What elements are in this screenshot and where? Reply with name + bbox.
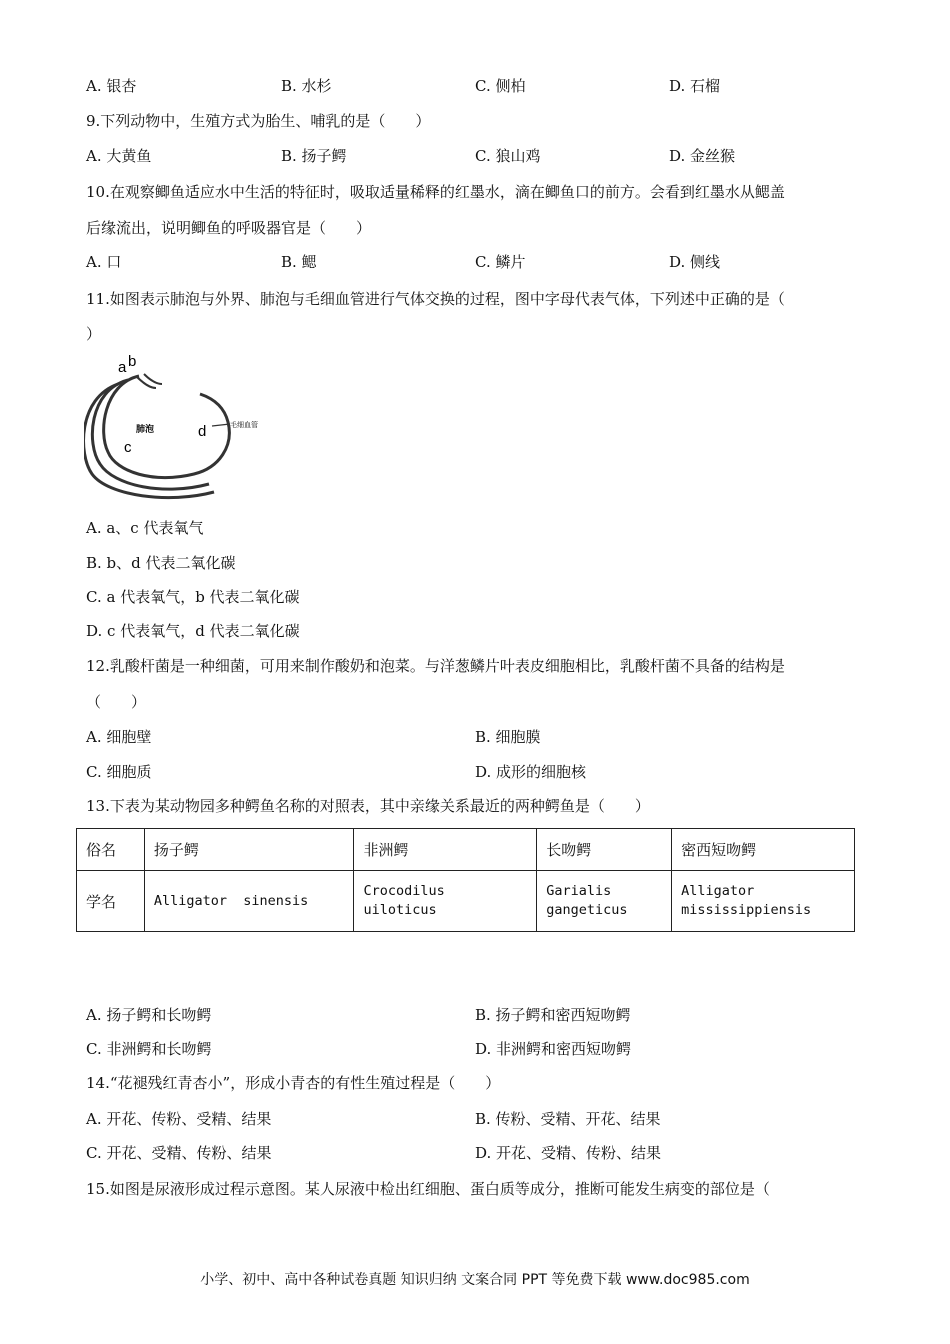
q13-option-c: C. 非洲鳄和长吻鳄 xyxy=(86,1040,212,1058)
q11-option-d: D. c 代表氧气，d 代表二氧化碳 xyxy=(86,622,300,640)
table-cell: Crocodilus uiloticus xyxy=(354,871,537,932)
label-capillary: 毛细血管 xyxy=(230,421,258,429)
q11-option-c: C. a 代表氧气，b 代表二氧化碳 xyxy=(86,588,300,606)
q10-option-b: B. 鳃 xyxy=(281,253,317,271)
q14-option-c: C. 开花、受精、传粉、结果 xyxy=(86,1144,272,1162)
q12-option-b: B. 细胞膜 xyxy=(475,728,541,746)
page-footer: 小学、初中、高中各种试卷真题 知识归纳 文案合同 PPT 等免费下载 www.doc985.com xyxy=(200,1272,750,1288)
table-cell: 非洲鳄 xyxy=(354,829,537,871)
label-b: b xyxy=(128,354,137,370)
q14-option-a: A. 开花、传粉、受精、结果 xyxy=(86,1110,272,1128)
table-row xyxy=(77,871,855,932)
q14-option-d: D. 开花、受精、传粉、结果 xyxy=(475,1144,662,1162)
q9-option-c: C. 狼山鸡 xyxy=(475,147,541,165)
q12-option-d: D. 成形的细胞核 xyxy=(475,763,587,781)
q9-option-b: B. 扬子鳄 xyxy=(281,147,347,165)
q10-option-d: D. 侧线 xyxy=(669,253,721,271)
q9-option-a: A. 大黄鱼 xyxy=(86,147,152,165)
q8-option-b: B. 水杉 xyxy=(281,77,332,95)
table-cell: Alligator mississippiensis xyxy=(672,871,855,932)
table-cell: 扬子鳄 xyxy=(144,829,354,871)
q9-stem: 9.下列动物中，生殖方式为胎生、哺乳的是（ ） xyxy=(86,112,431,130)
q12-stem-line2: （ ） xyxy=(86,693,147,711)
table-cell: 密西短吻鳄 xyxy=(672,829,855,871)
table-cell: Garialis gangeticus xyxy=(537,871,672,932)
crocodile-name-table xyxy=(76,828,855,932)
q8-option-c: C. 侧柏 xyxy=(475,77,526,95)
q13-option-a: A. 扬子鳄和长吻鳄 xyxy=(86,1006,212,1024)
table-row xyxy=(77,829,855,871)
q12-stem-line1: 12.乳酸杆菌是一种细菌，可用来制作酸奶和泡菜。与洋葱鳞片叶表皮细胞相比，乳酸杆菌不具备的结构是 xyxy=(86,657,785,675)
q11-stem-line2: ） xyxy=(86,325,102,343)
label-d: d xyxy=(198,423,207,440)
table-cell: Alligator sinensis xyxy=(144,871,354,932)
q11-stem-line1: 11.如图表示肺泡与外界、肺泡与毛细血管进行气体交换的过程，图中字母代表气体，下列述中正确的是（ xyxy=(86,290,785,308)
q14-stem: 14.“花褪残红青杏小”，形成小青杏的有性生殖过程是（ ） xyxy=(86,1074,501,1092)
q10-option-a: A. 口 xyxy=(86,253,122,271)
q15-stem: 15.如图是尿液形成过程示意图。某人尿液中检出红细胞、蛋白质等成分，推断可能发生病变的部位是（ xyxy=(86,1180,770,1198)
table-cell: 学名 xyxy=(77,871,145,932)
label-a: a xyxy=(118,359,127,376)
table-cell: 俗名 xyxy=(77,829,145,871)
table-cell: 长吻鳄 xyxy=(537,829,672,871)
q11-option-b: B. b、d 代表二氧化碳 xyxy=(86,554,236,572)
q13-stem: 13.下表为某动物园多种鳄鱼名称的对照表，其中亲缘关系最近的两种鳄鱼是（ ） xyxy=(86,797,650,815)
q10-option-c: C. 鳞片 xyxy=(475,253,526,271)
q10-stem-line1: 10.在观察鲫鱼适应水中生活的特征时，吸取适量稀释的红墨水，滴在鲫鱼口的前方。会看到红墨水从鳃盖 xyxy=(86,183,785,201)
q8-option-d: D. 石榴 xyxy=(669,77,721,95)
label-c: c xyxy=(124,439,132,456)
q12-option-c: C. 细胞质 xyxy=(86,763,152,781)
q13-option-b: B. 扬子鳄和密西短吻鳄 xyxy=(475,1006,631,1024)
label-alveolus: 肺泡 xyxy=(136,425,155,435)
q10-stem-line2: 后缘流出，说明鲫鱼的呼吸器官是（ ） xyxy=(86,219,372,237)
q13-option-d: D. 非洲鳄和密西短吻鳄 xyxy=(475,1040,632,1058)
q8-option-a: A. 银杏 xyxy=(86,77,137,95)
alveolus-diagram xyxy=(84,354,284,504)
q14-option-b: B. 传粉、受精、开花、结果 xyxy=(475,1110,661,1128)
q12-option-a: A. 细胞壁 xyxy=(86,728,152,746)
q9-option-d: D. 金丝猴 xyxy=(669,147,736,165)
q11-option-a: A. a、c 代表氧气 xyxy=(86,519,204,537)
